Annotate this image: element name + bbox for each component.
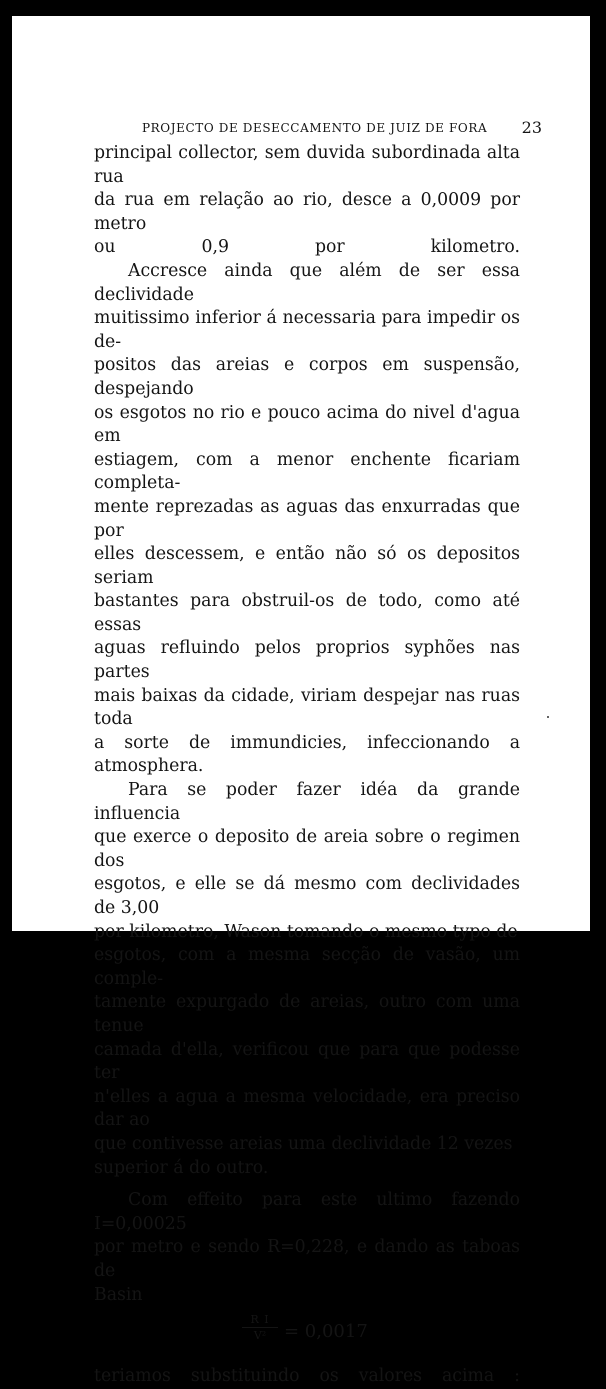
paragraph-2: Accresce ainda que além de ser essa declividade muitissimo inferior á necessaria para impedir os de- positos das areias e corpos em suspensão, despejando os esgotos no rio e pouco acima do nivel d'agua em estiagem, com a menor enchente ficariam completa- mente reprezadas as aguas das enxurradas que por elles descessem, e então não só os depositos seriam bastantes para obstruil-os de todo, como até essas aguas refluindo pelos proprios syphões nas partes mais baixas da cidade, viriam despejar nas ruas toda a sorte de immundicies, infeccionando a atmosphera. (94, 260, 520, 777)
fraction-bar (242, 1327, 278, 1328)
book-page (12, 16, 590, 1387)
formula-numerator: R I (250, 1313, 270, 1327)
page-number: 23 (521, 118, 542, 137)
paragraph-4: Com effeito para este ultimo fazendo I=0,00025 por metro e sendo R=0,228, e dando as taboas de Basin (94, 1190, 520, 1305)
closing-line: teriamos substituindo os valores acima : (94, 1366, 520, 1387)
print-speck (547, 716, 549, 718)
paragraph-3: Para se poder fazer idéa da grande influencia que exerce o deposito de areia sobre o regimen dos esgotos, e elle se dá mesmo com declividades de 3,00 por kilometro, Wason tomando o mesmo typo de esgotos, com a mesma secção de vasão, um comple- tamente expurgado de areias, outro com uma tenue camada d'ella, verificou que para que podesse ter n'elles a agua a mesma velocidade, era preciso dar ao que contivesse areias uma declividade 12 vezes superior á do outro. (94, 780, 520, 1178)
running-header-title: PROJECTO DE DESECCAMENTO DE JUIZ DE FORA (142, 121, 488, 135)
formula-fraction (242, 1313, 278, 1342)
paragraph-1: principal collector, sem duvida subordinada alta rua da rua em relação ao rio, desce a 0,0009 por metro ou 0,9 por kilometro. (94, 143, 520, 258)
running-header (142, 118, 542, 140)
page-body (94, 142, 520, 1389)
formula (94, 1311, 520, 1353)
formula-denominator: V² (253, 1329, 267, 1343)
formula-value: = 0,0017 (284, 1321, 368, 1343)
